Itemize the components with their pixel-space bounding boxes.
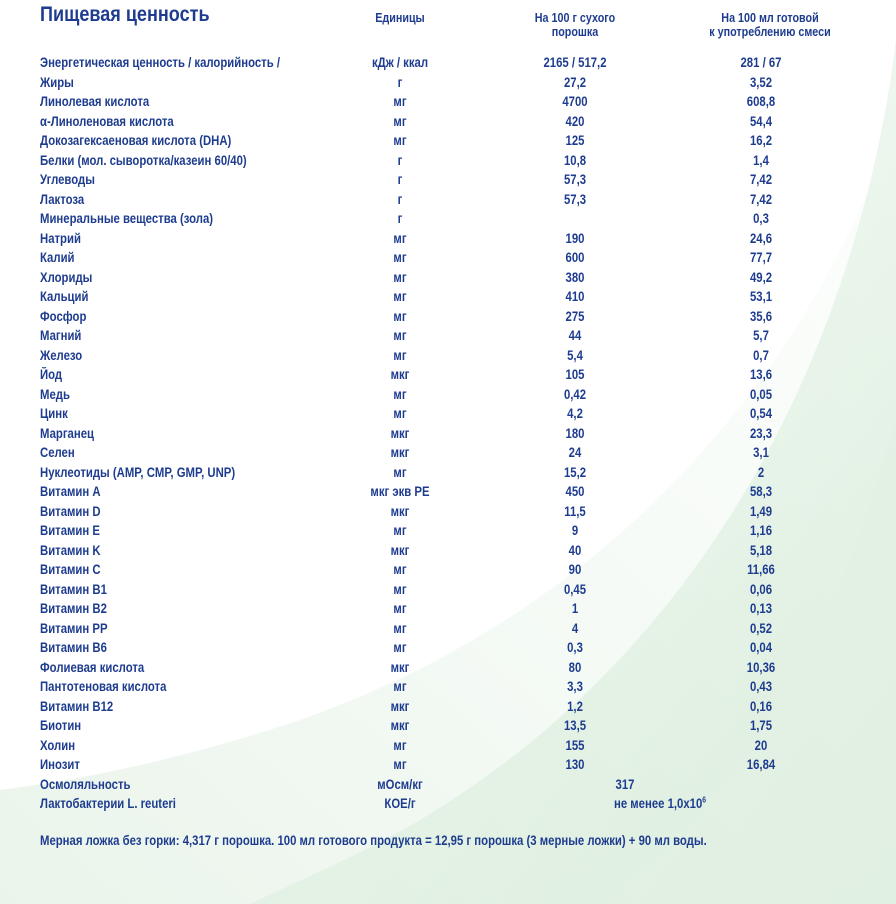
row-unit: мг <box>393 601 407 616</box>
row-name: Селен <box>40 445 75 460</box>
table-row <box>0 404 896 424</box>
row-value-dry: 24 <box>568 445 582 460</box>
row-value-ready: 2 <box>757 464 765 480</box>
row-value-ready: 5,7 <box>753 328 769 343</box>
table-row <box>0 151 896 171</box>
row-unit: мг <box>393 581 407 597</box>
row-value-ready: 0,04 <box>749 640 773 655</box>
row-unit: мг <box>393 640 407 655</box>
row-value-ready: 608,8 <box>746 94 776 109</box>
row-value-ready: 0,43 <box>749 679 773 694</box>
row-unit: г <box>397 191 403 207</box>
row-name: Инозит <box>40 757 80 772</box>
row-value-dry: 13,5 <box>563 718 587 733</box>
row-value-ready: 1,16 <box>749 523 773 538</box>
row-value-ready: 7,42 <box>749 191 773 207</box>
row-value-ready: 5,18 <box>749 542 773 558</box>
row-value-dry: 130 <box>565 757 585 772</box>
row-name: Хлориды <box>40 269 93 285</box>
row-name: Витамин A <box>40 484 101 499</box>
row-value-dry: 2165 / 517,2 <box>543 55 607 70</box>
row-value-dry: 420 <box>565 113 585 129</box>
row-name: Витамин C <box>40 562 101 577</box>
row-value-merged: 317 <box>615 776 635 792</box>
row-value-ready: 58,3 <box>749 484 773 499</box>
row-value-dry: 4700 <box>562 94 588 109</box>
row-value-dry: 125 <box>565 133 585 148</box>
row-unit: КОЕ/г <box>384 796 416 811</box>
row-value-ready: 0,54 <box>749 406 773 421</box>
row-value-dry: 57,3 <box>563 172 587 187</box>
table-row <box>0 385 896 405</box>
table-row <box>0 112 896 132</box>
dry-header-line1: На 100 г сухого <box>534 11 616 25</box>
row-value-ready: 3,52 <box>749 74 773 90</box>
table-row <box>0 463 896 483</box>
row-value-ready: 0,52 <box>749 620 773 636</box>
table-row <box>0 677 896 697</box>
row-unit: мкг <box>390 367 410 382</box>
table-row <box>0 716 896 736</box>
row-unit: мкг <box>390 503 410 519</box>
table-row <box>0 755 896 775</box>
row-value-ready: 1,4 <box>753 152 769 168</box>
row-value-dry: 57,3 <box>563 191 587 207</box>
ready-header-line1: На 100 мл готовой <box>721 11 819 25</box>
table-row <box>0 209 896 229</box>
row-unit: мкг <box>390 718 410 733</box>
row-value-ready: 16,84 <box>746 757 776 772</box>
table-row <box>0 580 896 600</box>
row-value-dry: 0,45 <box>563 581 587 597</box>
column-header-units <box>366 11 435 25</box>
table-row <box>0 658 896 678</box>
ready-header-line2: к употреблению смеси <box>709 25 831 39</box>
row-value-ready: 0,05 <box>749 386 773 402</box>
row-value-ready: 53,1 <box>749 289 773 304</box>
row-unit: мг <box>393 289 407 304</box>
row-unit: мг <box>393 679 407 694</box>
row-value-ready: 49,2 <box>749 269 773 285</box>
table-row-lactobacteria <box>0 794 896 814</box>
row-value-dry: 450 <box>565 484 585 499</box>
row-unit: мг <box>393 737 407 753</box>
row-value-ready: 10,36 <box>746 659 776 675</box>
table-row <box>0 560 896 580</box>
row-unit: мкг <box>390 659 410 675</box>
row-value-ready: 11,66 <box>747 562 775 577</box>
row-name: Железо <box>40 347 83 363</box>
row-unit: мг <box>393 250 407 265</box>
table-row <box>0 365 896 385</box>
table-row <box>0 502 896 522</box>
row-unit: мг <box>393 386 407 402</box>
row-value-ready: 0,3 <box>753 211 769 226</box>
table-row <box>0 736 896 756</box>
row-unit: мг <box>393 269 407 285</box>
row-name: Фосфор <box>40 308 87 324</box>
row-value-ready: 0,16 <box>749 698 773 714</box>
row-value-dry: 155 <box>565 737 585 753</box>
row-unit: мг <box>393 562 407 577</box>
table-row <box>0 326 896 346</box>
table-row <box>0 443 896 463</box>
row-name: Витамин E <box>40 523 100 538</box>
row-value-ready: 3,1 <box>753 445 769 460</box>
value-exponent: 6 <box>702 795 707 805</box>
row-unit: мг <box>393 230 407 246</box>
table-row <box>0 346 896 366</box>
row-name: Энергетическая ценность / калорийность / <box>40 55 280 70</box>
row-name: Белки (мол. сыворотка/казеин 60/40) <box>40 152 247 168</box>
table-row <box>0 190 896 210</box>
footnote: Мерная ложка без горки: 4,317 г порошка. 100 мл готового продукта = 12,95 г порошка (3 мерные ложки) + 90 мл воды. <box>40 833 707 848</box>
row-unit: мг <box>393 308 407 324</box>
row-name: Цинк <box>40 406 68 421</box>
row-value-ready: 23,3 <box>749 425 773 441</box>
table-row <box>0 170 896 190</box>
row-name: Витамин D <box>40 503 101 519</box>
row-value-ready: 281 / 67 <box>740 55 782 70</box>
table-row <box>0 53 896 73</box>
row-name: α-Линоленовая кислота <box>40 113 174 129</box>
row-name: Лактобактерии L. reuteri <box>40 796 176 811</box>
row-name: Кальций <box>40 289 89 304</box>
row-unit: мг <box>393 464 407 480</box>
table-row <box>0 424 896 444</box>
row-value-dry: 11,5 <box>564 503 586 519</box>
row-value-dry: 380 <box>565 269 585 285</box>
row-name: Витамин K <box>40 542 101 558</box>
row-value-ready: 77,7 <box>749 250 773 265</box>
table-row <box>0 521 896 541</box>
table-row <box>0 229 896 249</box>
row-name: Линолевая кислота <box>40 94 150 109</box>
table-row <box>0 73 896 93</box>
row-unit: мкг <box>390 698 410 714</box>
table-row <box>0 307 896 327</box>
row-unit: мг <box>393 133 407 148</box>
row-value-dry: 44 <box>568 328 582 343</box>
row-unit: мг <box>393 113 407 129</box>
row-name: Нуклеотиды (AMP, CMP, GMP, UNP) <box>40 464 236 480</box>
row-name: Осмоляльность <box>40 776 131 792</box>
table-row <box>0 268 896 288</box>
row-value-dry: 3,3 <box>567 679 583 694</box>
table-row <box>0 541 896 561</box>
row-value-ready: 24,6 <box>749 230 773 246</box>
row-unit: мОсм/кг <box>377 776 423 792</box>
dry-header-line2: порошка <box>551 25 599 39</box>
row-unit: г <box>397 74 403 90</box>
row-value-merged <box>576 794 744 814</box>
row-value-dry: 40 <box>568 542 582 558</box>
row-name: Натрий <box>40 230 81 246</box>
row-unit: мг <box>393 94 407 109</box>
row-value-ready: 20 <box>754 737 768 753</box>
row-value-ready: 35,6 <box>749 308 773 324</box>
row-unit: мг <box>393 620 407 636</box>
row-name: Фолиевая кислота <box>40 659 145 675</box>
table-row-osmolality <box>0 775 896 795</box>
row-value-dry: 90 <box>568 562 582 577</box>
row-value-dry: 180 <box>565 425 585 441</box>
row-unit: мкг <box>390 445 410 460</box>
row-unit: мг <box>393 347 407 363</box>
row-name: Витамин B2 <box>40 601 107 616</box>
row-value-dry: 4,2 <box>567 406 583 421</box>
table-row <box>0 248 896 268</box>
value-prefix: не менее 1,0х10 <box>613 796 703 811</box>
row-unit: мг <box>393 757 407 772</box>
table-row <box>0 92 896 112</box>
column-header-ready <box>701 11 839 39</box>
row-value-dry: 1,2 <box>567 698 583 714</box>
units-header-label: Единицы <box>375 11 425 25</box>
row-name: Йод <box>40 367 63 382</box>
row-unit: мкг <box>390 425 410 441</box>
row-name: Углеводы <box>40 172 95 187</box>
row-value-ready: 1,75 <box>749 718 773 733</box>
table-row <box>0 697 896 717</box>
row-unit: мг <box>393 406 407 421</box>
row-value-dry: 600 <box>565 250 585 265</box>
nutrition-table <box>0 53 896 814</box>
table-row <box>0 638 896 658</box>
row-name: Калий <box>40 250 75 265</box>
row-name: Жиры <box>40 74 74 90</box>
row-value-dry: 1 <box>571 601 579 616</box>
row-value-dry: 190 <box>565 230 585 246</box>
row-value-ready: 0,7 <box>753 347 769 363</box>
row-unit: г <box>397 211 403 226</box>
row-value-ready: 7,42 <box>749 172 773 187</box>
row-value-dry: 9 <box>571 523 579 538</box>
row-name: Биотин <box>40 718 82 733</box>
row-name: Минеральные вещества (зола) <box>40 211 214 226</box>
row-unit: мг <box>393 523 407 538</box>
row-unit: мкг <box>390 542 410 558</box>
row-value-ready: 1,49 <box>749 503 773 519</box>
row-value-ready: 0,13 <box>749 601 773 616</box>
row-name: Витамин PP <box>40 620 108 636</box>
row-unit: мкг экв РЕ <box>370 484 430 499</box>
row-name: Докозагексаеновая кислота (DHA) <box>40 133 232 148</box>
row-value-ready: 16,2 <box>749 133 773 148</box>
table-row <box>0 599 896 619</box>
page-title: Пищевая ценность <box>40 3 210 26</box>
row-value-dry: 4 <box>571 620 579 636</box>
row-name: Витамин B12 <box>40 698 114 714</box>
row-name: Магний <box>40 328 82 343</box>
row-value-dry: 410 <box>565 289 585 304</box>
row-value-dry: 15,2 <box>563 464 587 480</box>
row-value-ready: 13,6 <box>749 367 773 382</box>
row-unit: г <box>397 172 403 187</box>
table-row <box>0 482 896 502</box>
row-name: Витамин B1 <box>40 581 107 597</box>
row-value-dry: 80 <box>568 659 582 675</box>
row-name: Холин <box>40 737 76 753</box>
row-unit: г <box>397 152 403 168</box>
row-value-dry: 10,8 <box>563 152 587 168</box>
row-value-ready: 0,06 <box>749 581 773 597</box>
row-name: Марганец <box>40 425 94 441</box>
table-row <box>0 131 896 151</box>
table-row <box>0 287 896 307</box>
row-value-dry: 275 <box>565 308 585 324</box>
row-value-dry: 0,3 <box>567 640 583 655</box>
row-value-ready: 54,4 <box>749 113 773 129</box>
row-unit: кДж / ккал <box>371 55 429 70</box>
row-name: Пантотеновая кислота <box>40 679 167 694</box>
row-value-dry: 27,2 <box>563 74 587 90</box>
row-name: Медь <box>40 386 70 402</box>
row-value-dry: 0,42 <box>563 386 587 402</box>
row-name: Витамин B6 <box>40 640 107 655</box>
row-value-dry: 5,4 <box>567 347 583 363</box>
table-row <box>0 619 896 639</box>
row-unit: мг <box>393 328 407 343</box>
row-value-dry: 105 <box>565 367 585 382</box>
row-name: Лактоза <box>40 191 85 207</box>
column-header-dry <box>519 11 631 39</box>
